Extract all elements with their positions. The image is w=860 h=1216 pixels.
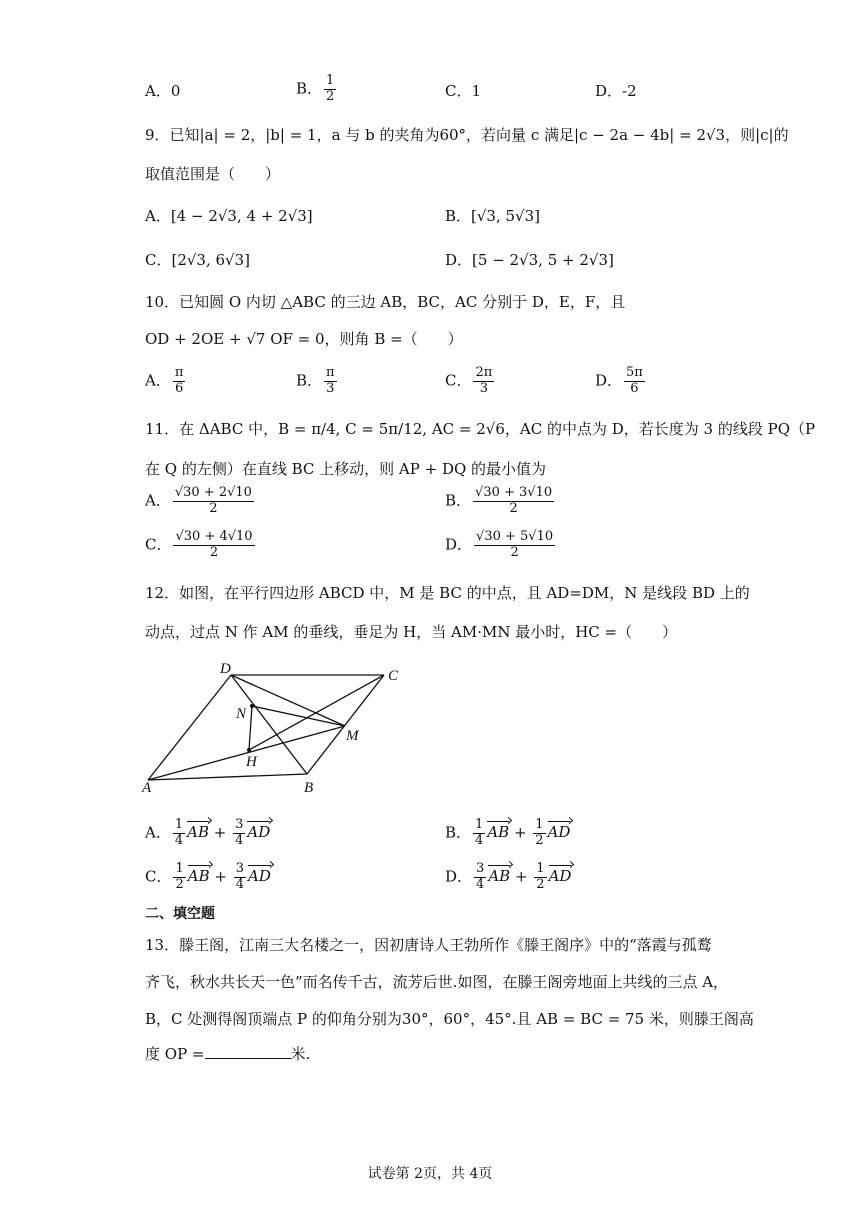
q11-option-a: A． $\frac{√30 + 2√10}{2}$ (145, 485, 252, 516)
q10-line2: OD + 2OE + √7 OF = 0，则角 B =（ ） (145, 330, 463, 348)
q9-line1: 9．已知|a| = 2，|b| = 1，a 与 b 的夹角为60°，若向量 c 满足|c − 2a − 4b| = 2√3，则|c|的 (145, 126, 789, 144)
q9-option-b: B．[√3, 5√3] (445, 207, 541, 225)
q10-option-d: D． $\frac{5\pi}{6}$ (595, 365, 643, 396)
edge-bc (307, 675, 384, 774)
q10-line1: 10．已知圆 O 内切 △ABC 的三边 AB，BC，AC 分别于 D，E，F，且 (145, 293, 626, 311)
edge-ab (148, 774, 307, 780)
seg-nh (249, 706, 252, 750)
q9-option-c: C．[2√3, 6√3] (145, 251, 251, 269)
q9-line2: 取值范围是（ ） (145, 165, 281, 183)
label-d: D (220, 662, 231, 677)
label-c: C (388, 668, 399, 684)
label-h: H (246, 754, 257, 770)
q8-option-b: B． $\frac{1}{2}$ (296, 73, 335, 104)
seg-am (148, 726, 345, 780)
q13-line3: B，C 处测得阁顶端点 P 的仰角分别为30°，60°，45°.且 AB = BC = 75 米，则滕王阁高 (145, 1010, 754, 1028)
q12-option-d: D． $\frac{3}{4}$ AB + $\frac{1}{2}$ AD (445, 861, 572, 892)
label-n: N (236, 706, 247, 722)
q12-parallelogram-figure (140, 662, 440, 802)
q12-option-c: C． $\frac{1}{2}$ AB + $\frac{3}{4}$ AD (145, 861, 271, 892)
q10-option-b: B． $\frac{\pi}{3}$ (296, 365, 335, 396)
q11-option-b: B． $\frac{√30 + 3√10}{2}$ (445, 485, 553, 516)
label-b: B (304, 780, 314, 796)
q12-line1: 12．如图，在平行四边形 ABCD 中，M 是 BC 的中点，且 AD=DM，N 是线段 BD 上的 (145, 584, 750, 602)
q12-option-b: B． $\frac{1}{4}$ AB + $\frac{1}{2}$ AD (445, 817, 571, 848)
page-footer: 试卷第 2页，共 4页 (367, 1166, 493, 1182)
section-title-fill-blank: 二、填空题 (145, 906, 215, 922)
q10-option-a: A． $\frac{\pi}{6}$ (145, 365, 184, 396)
q9-option-a: A．[4 − 2√3, 4 + 2√3] (145, 207, 313, 225)
point-h (247, 748, 251, 752)
q13-line1: 13．滕王阁，江南三大名楼之一，因初唐诗人王勃所作《滕王阁序》中的“落霞与孤鹜 (145, 936, 712, 954)
q9-option-d: D．[5 − 2√3, 5 + 2√3] (445, 251, 614, 269)
seg-hc (249, 675, 384, 750)
q13-line2: 齐飞，秋水共长天一色”而名传千古，流芳后世.如图，在滕王阁旁地面上共线的三点 A， (145, 973, 729, 991)
q11-line1: 11．在 ΔABC 中，B = π/4, C = 5π/12, AC = 2√6，AC 的中点为 D，若长度为 3 的线段 PQ（P (145, 420, 816, 438)
edge-da (148, 675, 231, 780)
q13-line4: 度 OP = 米. (145, 1045, 311, 1063)
answer-blank[interactable] (205, 1044, 291, 1059)
q11-option-d: D． $\frac{√30 + 5√10}{2}$ (445, 529, 554, 560)
label-a: A (142, 780, 152, 796)
q11-option-c: C． $\frac{√30 + 4√10}{2}$ (145, 529, 253, 560)
point-n (250, 704, 254, 708)
q8-option-c: C．1 (445, 82, 482, 100)
q8-option-d: D．-2 (595, 82, 637, 100)
label-m: M (346, 728, 359, 744)
seg-dm (231, 675, 345, 726)
q10-option-c: C． $\frac{2\pi}{3}$ (445, 365, 493, 396)
q11-line2: 在 Q 的左侧）在直线 BC 上移动，则 AP + DQ 的最小值为 (145, 460, 547, 478)
q8-option-a: A．0 (145, 82, 181, 100)
q12-option-a: A． $\frac{1}{4}$ AB + $\frac{3}{4}$ AD (145, 817, 271, 848)
q12-line2: 动点，过点 N 作 AM 的垂线，垂足为 H，当 AM·MN 最小时，HC =（ ） (145, 623, 678, 641)
